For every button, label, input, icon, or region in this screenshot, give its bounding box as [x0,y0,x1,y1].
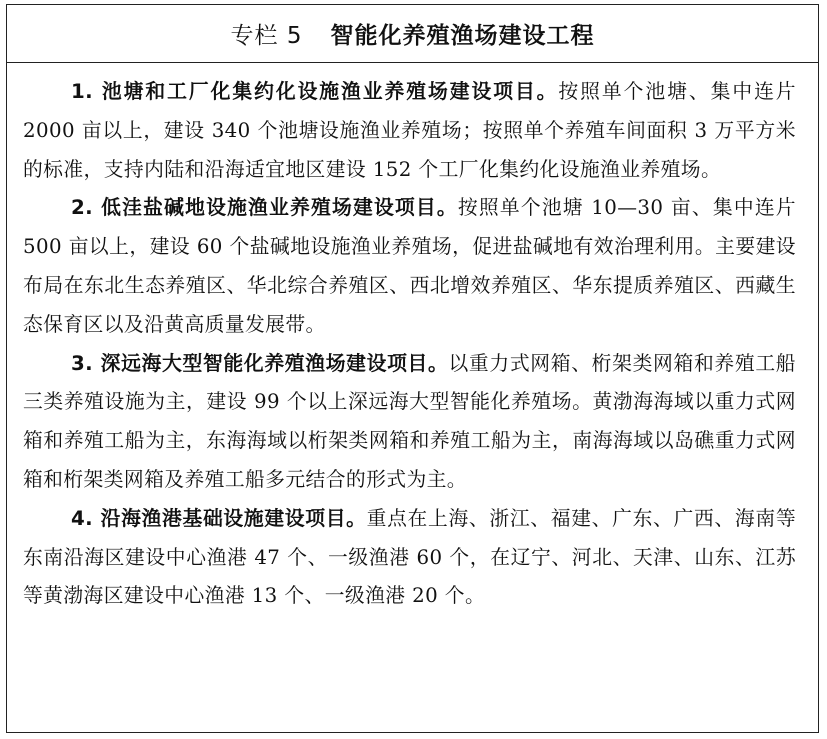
column-body [7,63,818,616]
column-title-text: 智能化养殖渔场建设工程 [330,23,595,49]
column-number: 专栏 5 [230,23,303,49]
project-description: 按照单个池塘 10—30 亩、集中连片 500 亩以上，建设 60 个盐碱地设施渔业养殖场，促进盐碱地有效治理利用。主要建设布局在东北生态养殖区、华北综合养殖区、西北增效养殖区、华东提质养殖区、西藏生态保育区以及沿黄高质量发展带。 [23,196,796,336]
project-heading: 3. 深远海大型智能化养殖渔场建设项目。 [71,351,449,375]
project-heading: 4. 沿海渔港基础设施建设项目。 [71,506,367,530]
column-title [231,17,595,50]
column-box [6,4,819,733]
project-heading: 2. 低洼盐碱地设施渔业养殖场建设项目。 [71,196,458,220]
column-header [7,5,818,63]
project-description: 按照单个池塘、集中连片 2000 亩以上，建设 340 个池塘设施渔业养殖场；按照单个养殖车间面积 3 万平方米的标准，支持内陆和沿海适宜地区建设 152 个工厂化集约化设施渔业养殖场。 [23,80,796,181]
project-item-2 [23,189,796,344]
project-item-1 [23,73,796,189]
project-item-4 [23,500,796,616]
project-item-3 [23,345,796,500]
project-description: 重点在上海、浙江、福建、广东、广西、海南等东南沿海区建设中心渔港 47 个、一级渔港 60 个，在辽宁、河北、天津、山东、江苏等黄渤海区建设中心渔港 13 个、一级渔港 20 个。 [23,506,796,608]
project-description: 以重力式网箱、桁架类网箱和养殖工船三类养殖设施为主，建设 99 个以上深远海大型智能化养殖场。黄渤海海域以重力式网箱和养殖工船为主，东海海域以桁架类网箱和养殖工船为主，南海海域以岛礁重力式网箱和桁架类网箱及养殖工船多元结合的形式为主。 [23,351,796,491]
project-heading: 1. 池塘和工厂化集约化设施渔业养殖场建设项目。 [71,80,559,103]
